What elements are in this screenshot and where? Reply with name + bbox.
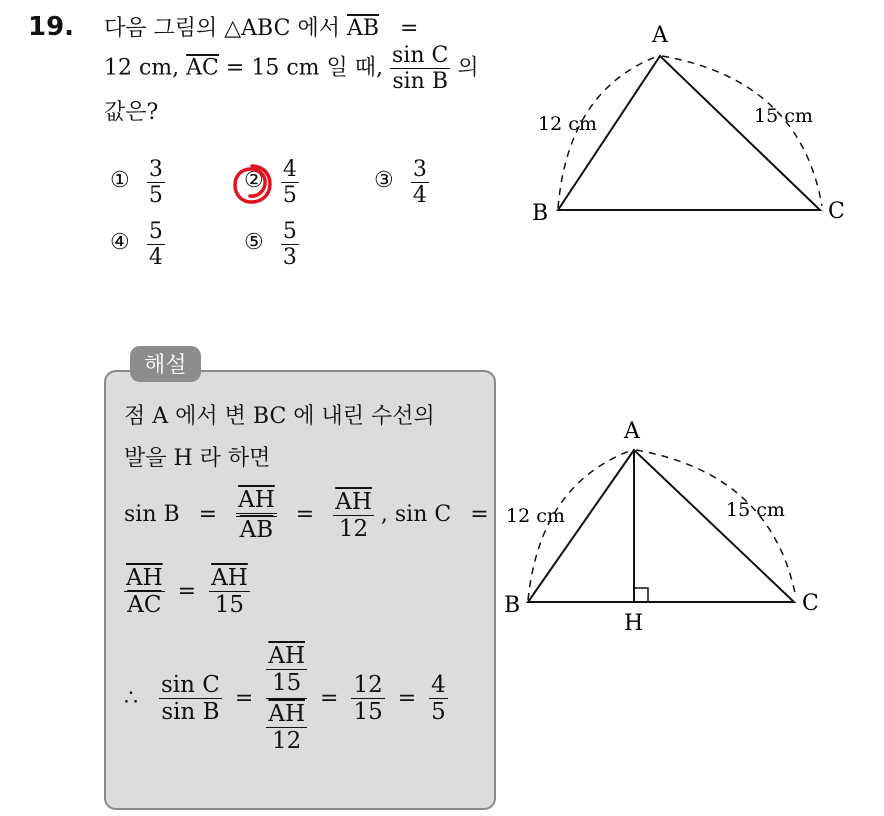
frac-numerator: 4 — [431, 672, 446, 699]
choice-denominator: 5 — [282, 183, 297, 209]
frac-ah-12 — [333, 490, 374, 541]
vertex-a-label: A — [624, 419, 640, 444]
eq-sign: = — [234, 685, 254, 711]
frac-denominator: 12 — [338, 515, 369, 542]
frac-sinc-sinb — [159, 673, 222, 724]
sinc-label: , sin C — [380, 502, 452, 528]
therefore-symbol: ∴ — [124, 685, 138, 711]
choice-denominator: 4 — [412, 183, 427, 209]
frac-numerator: $\overline{AH}$ — [268, 701, 305, 728]
solution-sinc-row — [124, 566, 250, 617]
choice-numerator: 3 — [412, 157, 427, 182]
solution-tag: 해설 — [130, 346, 201, 382]
choice-fraction — [281, 158, 299, 207]
complex-top — [266, 644, 307, 695]
question-prefix: 다음 그림의 △ABC 에서 — [104, 16, 340, 41]
frac-numerator: sin C — [161, 672, 220, 699]
frac-4-5 — [429, 673, 448, 724]
choice-denominator: 3 — [282, 245, 297, 271]
frac-numerator: $\overline{AH}$ — [335, 488, 372, 515]
solution-line-2: 발을 H 라 하면 — [124, 446, 271, 471]
choice-fraction — [281, 220, 299, 269]
brace-ac — [662, 56, 822, 206]
triangle-figure-bottom — [500, 414, 840, 644]
sinb-label: sin B — [124, 502, 180, 528]
side-ac-label: 15 cm — [754, 105, 813, 127]
frac-numerator: 12 — [353, 672, 383, 699]
choice-fraction — [147, 158, 165, 207]
choice-fraction — [411, 158, 429, 207]
question-line-3: 값은? — [104, 100, 159, 125]
eq-sign: = — [470, 502, 489, 528]
frac-numerator: $\overline{AH}$ — [126, 565, 163, 591]
right-angle-mark — [634, 588, 648, 602]
choice-marker: ① — [110, 168, 130, 194]
choice-denominator: 5 — [148, 183, 163, 209]
ac-value: = 15 cm 일 때, — [225, 55, 383, 81]
frac-numerator: $\overline{AH}$ — [211, 565, 248, 591]
frac-denominator: 15 — [353, 699, 383, 726]
ab-value: 12 cm, — [104, 55, 180, 81]
complex-fraction — [266, 644, 307, 754]
triangle-abc — [558, 56, 820, 210]
choice-4[interactable] — [110, 220, 165, 269]
frac-numerator: $\overline{AH}$ — [268, 643, 305, 669]
choice-fraction — [147, 220, 165, 269]
choice-numerator: 3 — [148, 157, 163, 182]
question-number: 19. — [28, 12, 75, 42]
question-line-1 — [104, 14, 418, 44]
frac-numerator: $\overline{AH}$ — [236, 488, 277, 517]
segment-ac: $\overline{AC}$ — [186, 55, 219, 81]
frac-denominator: 12 — [272, 728, 302, 755]
ratio-denominator: sin B — [392, 69, 448, 95]
frac-denominator: AC — [127, 592, 162, 619]
choice-1[interactable] — [110, 158, 165, 207]
ratio-fraction — [390, 44, 450, 93]
frac-ah-ab — [236, 488, 277, 542]
vertex-b-label: B — [532, 201, 549, 226]
brace-ac — [636, 450, 796, 598]
answer-circle-mark — [230, 162, 274, 206]
frac-denominator: AB — [239, 517, 274, 544]
frac-denominator: sin B — [161, 699, 220, 726]
complex-bottom — [266, 702, 307, 753]
choice-marker: ② — [244, 168, 264, 194]
eq-sign: = — [177, 578, 197, 604]
vertex-b-label: B — [504, 593, 521, 618]
vertex-a-label: A — [652, 23, 668, 48]
eq-sign: = — [295, 502, 315, 528]
choice-numerator: 4 — [282, 157, 297, 182]
triangle-figure-top — [520, 20, 860, 230]
frac-12-15 — [351, 673, 384, 724]
choice-marker: ③ — [374, 168, 394, 194]
choice-5[interactable] — [244, 220, 299, 269]
frac-denominator: 5 — [431, 699, 446, 726]
question-suffix: 의 — [457, 55, 479, 81]
eq-sign: = — [320, 685, 339, 711]
side-ab-label: 12 cm — [506, 505, 565, 527]
choice-numerator: 5 — [282, 219, 297, 244]
triangle-abc — [528, 450, 794, 602]
complex-main-bar — [266, 698, 307, 699]
frac-denominator: 15 — [214, 592, 245, 619]
frac-ah-15 — [209, 566, 250, 617]
side-ab-label: 12 cm — [538, 113, 597, 135]
eq-sign: = — [397, 685, 417, 711]
foot-h-label: H — [624, 611, 644, 636]
choice-marker: ④ — [110, 230, 130, 256]
frac-denominator: 15 — [272, 670, 302, 697]
choice-marker: ⑤ — [244, 230, 264, 256]
solution-result-row — [124, 644, 448, 754]
solution-sinb-row — [124, 488, 489, 542]
choice-3[interactable] — [374, 158, 429, 207]
frac-ah-ac — [124, 566, 165, 617]
question-line-2 — [104, 44, 479, 93]
choice-numerator: 5 — [148, 219, 163, 244]
segment-ab: $\overline{AB}$ — [346, 16, 380, 41]
solution-line-1: 점 A 에서 변 BC 에 내린 수선의 — [124, 404, 435, 429]
ratio-numerator: sin C — [392, 43, 449, 68]
eq-sign: = — [198, 502, 218, 528]
equals-sign: = — [400, 16, 419, 41]
vertex-c-label: C — [802, 591, 819, 616]
choice-denominator: 4 — [148, 245, 163, 271]
vertex-c-label: C — [828, 199, 845, 224]
side-ac-label: 15 cm — [726, 499, 785, 521]
